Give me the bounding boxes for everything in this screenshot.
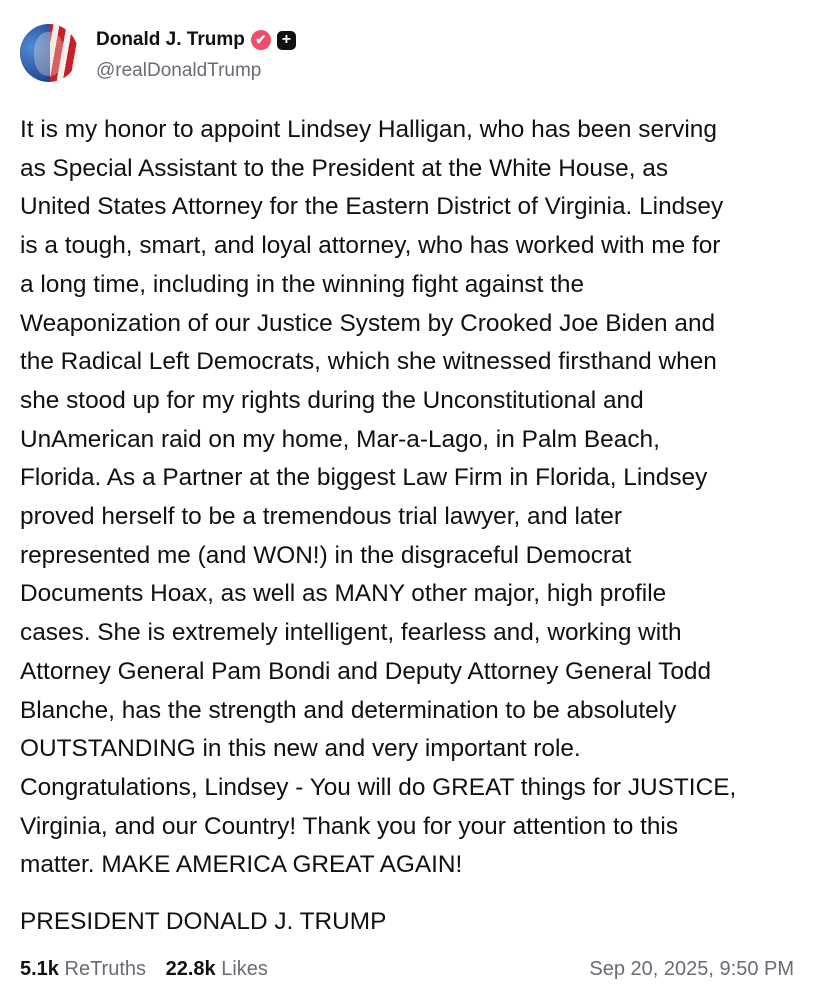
post-timestamp[interactable]: Sep 20, 2025, 9:50 PM xyxy=(589,958,794,980)
post-text-line: Documents Hoax, as well as MANY other major, high profile xyxy=(20,580,667,608)
retruths-label: ReTruths xyxy=(64,958,147,980)
likes-label: Likes xyxy=(221,958,268,980)
author-name-row xyxy=(96,29,296,51)
post-text-line: as Special Assistant to the President at the White House, as xyxy=(20,154,669,182)
post-text-line: the Radical Left Democrats, which she witnessed firsthand when xyxy=(20,348,717,376)
likes-count: 22.8k xyxy=(165,958,216,980)
verified-badge-icon: ✔ xyxy=(251,30,271,50)
post-text-line: she stood up for my rights during the Unconstitutional and xyxy=(20,386,644,414)
post-text-line: represented me (and WON!) in the disgraceful Democrat xyxy=(20,541,632,569)
author-handle[interactable]: @realDonaldTrump xyxy=(96,60,262,81)
likes-link[interactable] xyxy=(166,958,268,980)
post-text-line: Weaponization of our Justice System by Crooked Joe Biden and xyxy=(20,309,716,337)
post-text-line: proved herself to be a tremendous trial lawyer, and later xyxy=(20,503,622,531)
post-stats xyxy=(20,958,268,981)
retruths-count: 5.1k xyxy=(20,958,59,980)
post-text-line: Virginia, and our Country! Thank you for your attention to this xyxy=(20,812,679,840)
avatar[interactable] xyxy=(20,24,78,82)
post-signature: PRESIDENT DONALD J. TRUMP xyxy=(20,908,387,935)
post-text-line: OUTSTANDING in this new and very important role. xyxy=(20,735,581,763)
author-name[interactable]: Donald J. Trump xyxy=(96,29,245,50)
post-text-line: a long time, including in the winning fight against the xyxy=(20,270,585,298)
post-text-line: matter. MAKE AMERICA GREAT AGAIN! xyxy=(20,851,463,879)
post-text-line: Attorney General Pam Bondi and Deputy Attorney General Todd xyxy=(20,657,712,685)
post-text-line: Florida. As a Partner at the biggest Law Firm in Florida, Lindsey xyxy=(20,464,708,492)
post-body xyxy=(20,111,736,885)
post-text-line: Congratulations, Lindsey - You will do GREAT things for JUSTICE, xyxy=(20,773,737,801)
post-text-line: UnAmerican raid on my home, Mar-a-Lago, in Palm Beach, xyxy=(20,425,660,453)
avatar-face xyxy=(34,32,64,76)
post-text-line: Blanche, has the strength and determination to be absolutely xyxy=(20,696,677,724)
plus-badge-icon: + xyxy=(277,31,296,50)
post-text-line: cases. She is extremely intelligent, fearless and, working with xyxy=(20,619,682,647)
post-text-line: It is my honor to appoint Lindsey Halligan, who has been serving xyxy=(20,116,717,143)
post-text-line: United States Attorney for the Eastern District of Virginia. Lindsey xyxy=(20,193,724,221)
post-text-line: is a tough, smart, and loyal attorney, who has worked with me for xyxy=(20,232,721,260)
retruths-link[interactable] xyxy=(20,958,146,980)
